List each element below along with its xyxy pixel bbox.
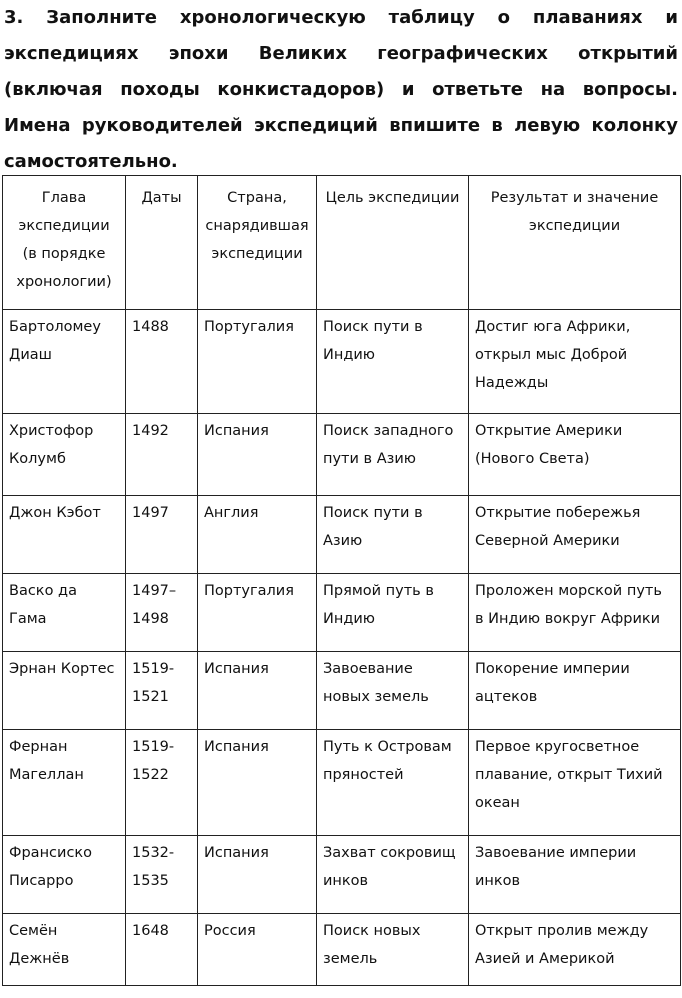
table-row <box>3 836 681 914</box>
cell-result: Покорение империи ацтеков <box>469 652 681 730</box>
cell-leader: Джон Кэбот <box>3 496 126 574</box>
cell-leader: Христофор Колумб <box>3 414 126 496</box>
cell-result: Завоевание империи инков <box>469 836 681 914</box>
cell-dates: 1492 <box>126 414 198 496</box>
table-row <box>3 414 681 496</box>
expeditions-table <box>2 175 681 986</box>
cell-leader: Бартоломеу Диаш <box>3 310 126 414</box>
cell-dates: 1497 <box>126 496 198 574</box>
header-dates: Даты <box>126 176 198 310</box>
header-country: Страна, снарядившая экспедиции <box>198 176 317 310</box>
cell-country: Испания <box>198 414 317 496</box>
cell-goal: Путь к Островам пряностей <box>317 730 469 836</box>
cell-leader: Семён Дежнёв <box>3 914 126 986</box>
cell-result: Открыт пролив между Азией и Америкой <box>469 914 681 986</box>
table-row <box>3 914 681 986</box>
table-row <box>3 574 681 652</box>
cell-dates: 1488 <box>126 310 198 414</box>
cell-country: Англия <box>198 496 317 574</box>
cell-result: Достиг юга Африки, открыл мыс Доброй Надежды <box>469 310 681 414</box>
cell-dates: 1532-1535 <box>126 836 198 914</box>
cell-leader: Эрнан Кортес <box>3 652 126 730</box>
cell-dates: 1519-1522 <box>126 730 198 836</box>
header-goal: Цель экспедиции <box>317 176 469 310</box>
cell-goal: Захват сокровищ инков <box>317 836 469 914</box>
cell-country: Испания <box>198 652 317 730</box>
cell-result: Открытие побережья Северной Америки <box>469 496 681 574</box>
cell-country: Россия <box>198 914 317 986</box>
cell-goal: Поиск пути в Азию <box>317 496 469 574</box>
table-header-row <box>3 176 681 310</box>
cell-result: Открытие Америки (Нового Света) <box>469 414 681 496</box>
cell-leader: Франсиско Писарро <box>3 836 126 914</box>
cell-goal: Поиск западного пути в Азию <box>317 414 469 496</box>
cell-leader: Фернан Магеллан <box>3 730 126 836</box>
table-row <box>3 496 681 574</box>
cell-dates: 1519-1521 <box>126 652 198 730</box>
cell-goal: Поиск пути в Индию <box>317 310 469 414</box>
cell-dates: 1648 <box>126 914 198 986</box>
cell-goal: Прямой путь в Индию <box>317 574 469 652</box>
cell-country: Португалия <box>198 310 317 414</box>
cell-goal: Поиск новых земель <box>317 914 469 986</box>
cell-goal: Завоевание новых земель <box>317 652 469 730</box>
cell-result: Проложен морской путь в Индию вокруг Африки <box>469 574 681 652</box>
cell-country: Испания <box>198 836 317 914</box>
table-row <box>3 652 681 730</box>
header-result: Результат и значение экспедиции <box>469 176 681 310</box>
cell-leader: Васко да Гама <box>3 574 126 652</box>
task-text: 3. Заполните хронологическую таблицу о плаваниях и экспедициях эпохи Великих географических открытий (включая походы конкистадоров) и ответьте на вопросы. Имена руководителей экспедиций впишите в левую колонку самостоятельно. <box>4 7 678 172</box>
cell-country: Испания <box>198 730 317 836</box>
table-row <box>3 730 681 836</box>
header-leader: Глава экспедиции (в порядке хронологии) <box>3 176 126 310</box>
cell-country: Португалия <box>198 574 317 652</box>
cell-dates: 1497–1498 <box>126 574 198 652</box>
table-row <box>3 310 681 414</box>
cell-result: Первое кругосветное плавание, открыт Тихий океан <box>469 730 681 836</box>
